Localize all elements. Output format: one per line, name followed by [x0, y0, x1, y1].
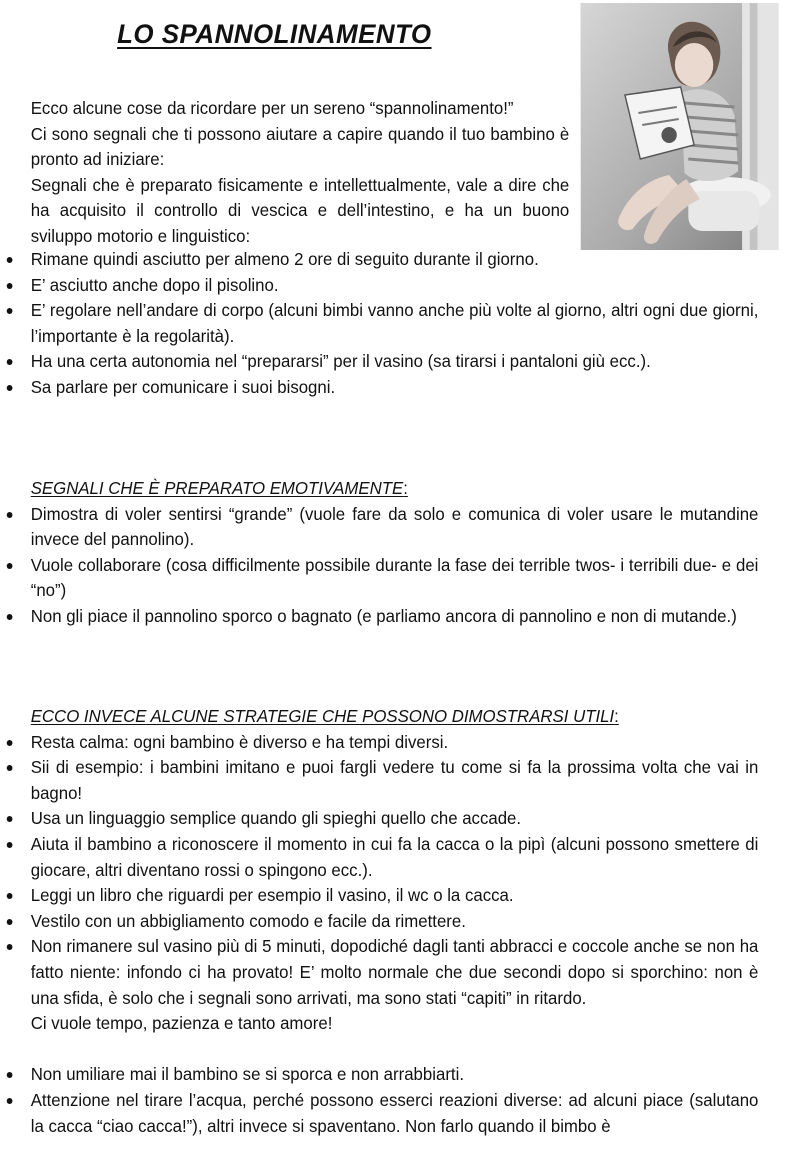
- list-item: Usa un linguaggio semplice quando gli spieghi quello che accade.: [31, 806, 759, 832]
- heading-colon: :: [614, 706, 619, 726]
- page-title: LO SPANNOLINAMENTO: [117, 19, 432, 49]
- list-item: Dimostra di voler sentirsi “grande” (vuole fare da solo e comunica di voler usare le mutandine invece del pannolino).: [31, 502, 759, 553]
- list-item: Ha una certa autonomia nel “prepararsi” per il vasino (sa tirarsi i pantaloni giù ecc.).: [31, 349, 759, 375]
- strategies-list: [31, 730, 759, 1012]
- photo-illustration: [581, 3, 779, 250]
- list-item: Aiuta il bambino a riconoscere il momento in cui fa la cacca o la pipì (alcuni possono smettere di giocare, altri diventano rossi o spingono ecc.).: [31, 832, 759, 883]
- section-heading: [31, 704, 759, 730]
- heading-text: ECCO INVECE ALCUNE STRATEGIE CHE POSSONO DIMOSTRARSI UTILI: [30, 706, 615, 726]
- list-item: Non umiliare mai il bambino se si sporca e non arrabbiarti.: [31, 1062, 759, 1088]
- strategies-list-continued: [31, 1062, 759, 1139]
- intro-text: [31, 96, 570, 250]
- closing-note: Ci vuole tempo, pazienza e tanto amore!: [30, 1013, 333, 1034]
- list-item: Vestilo con un abbigliamento comodo e facile da rimettere.: [31, 909, 759, 935]
- intro-line: Segnali che è preparato fisicamente e intellettualmente, vale a dire che ha acquisito il controllo di vescica e dell’intestino, e ha un buono sviluppo motorio e linguistico:: [30, 174, 570, 246]
- list-item: Attenzione nel tirare l’acqua, perché possono esserci reazioni diverse: ad alcuni piace (salutano la cacca “ciao cacca!”), altri invece si spaventano. Non farlo quando il bimbo è: [31, 1088, 759, 1139]
- list-item: E’ regolare nell’andare di corpo (alcuni bimbi vanno anche più volte al giorno, altri ogni due giorni, l’importante è la regolarità).: [31, 298, 759, 349]
- list-item: Vuole collaborare (cosa difficilmente possibile durante la fase dei terrible twos- i terribili due- e dei “no”): [31, 553, 759, 604]
- section-heading: [31, 476, 759, 502]
- list-item: Sii di esempio: i bambini imitano e puoi fargli vedere tu come si fa la prossima volta che vai in bagno!: [31, 755, 759, 806]
- list-item: E’ asciutto anche dopo il pisolino.: [31, 273, 759, 299]
- heading-text: SEGNALI CHE È PREPARATO EMOTIVAMENTE: [30, 478, 404, 498]
- list-item: Rimane quindi asciutto per almeno 2 ore di seguito durante il giorno.: [31, 247, 570, 273]
- child-reading-on-potty-photo: [581, 3, 779, 250]
- emotional-signs-section: [31, 476, 759, 630]
- list-item: Leggi un libro che riguardi per esempio il vasino, il wc o la cacca.: [31, 883, 759, 909]
- spacer: [31, 1037, 759, 1063]
- physical-signs-list: [31, 247, 759, 401]
- intro-line: Ecco alcune cose da ricordare per un sereno “spannolinamento!”: [30, 98, 514, 118]
- list-item: Non rimanere sul vasino più di 5 minuti, dopodiché dagli tanti abbracci e coccole anche se non ha fatto niente: infondo ci ha provato! E’ molto normale che due secondi dopo si sporchino: non è una sfida, è solo che i segnali sono arrivati, ma sono stati “capiti” in ritardo.: [31, 934, 759, 1011]
- strategies-section: [31, 704, 759, 1139]
- emotional-signs-list: [31, 502, 759, 630]
- list-item: Resta calma: ogni bambino è diverso e ha tempi diversi.: [31, 730, 759, 756]
- list-item: Non gli piace il pannolino sporco o bagnato (e parliamo ancora di pannolino e non di mutande.): [31, 604, 759, 630]
- list-item: Sa parlare per comunicare i suoi bisogni.: [31, 375, 759, 401]
- intro-line: Ci sono segnali che ti possono aiutare a capire quando il tuo bambino è pronto ad iniziare:: [30, 123, 570, 170]
- heading-colon: :: [403, 478, 408, 498]
